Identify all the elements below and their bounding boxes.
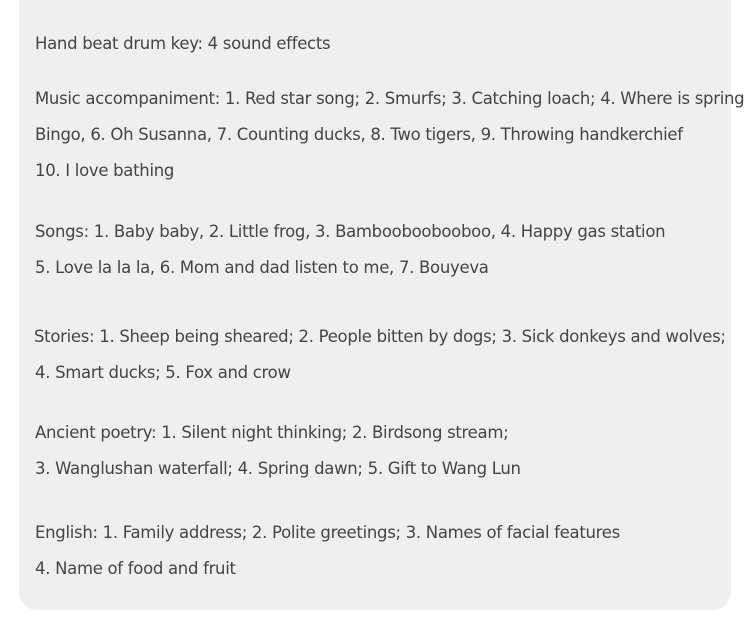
songs-line-2: 5. Love la la la, 6. Mom and dad listen to me, 7. Bouyeva (35, 258, 489, 277)
music-accompaniment-line-3: 10. I love bathing (35, 161, 175, 180)
drum-key-text: Hand beat drum key: 4 sound effects (35, 34, 331, 53)
ancient-poetry-line-2: 3. Wanglushan waterfall; 4. Spring dawn; 5. Gift to Wang Lun (35, 459, 521, 478)
ancient-poetry-line-1: Ancient poetry: 1. Silent night thinking; 2. Birdsong stream; (35, 423, 509, 442)
music-accompaniment-line-1: Music accompaniment: 1. Red star song; 2. Smurfs; 3. Catching loach; 4. Where is spring (35, 89, 745, 108)
english-line-1: English: 1. Family address; 2. Polite greetings; 3. Names of facial features (35, 523, 620, 542)
stories-line-1: Stories: 1. Sheep being sheared; 2. People bitten by dogs; 3. Sick donkeys and wolves; (34, 327, 726, 346)
songs-line-1: Songs: 1. Baby baby, 2. Little frog, 3. Bambooboobooboo, 4. Happy gas station (35, 222, 666, 241)
stories-line-2: 4. Smart ducks; 5. Fox and crow (35, 363, 291, 382)
music-accompaniment-line-2: Bingo, 6. Oh Susanna, 7. Counting ducks, 8. Two tigers, 9. Throwing handkerchief (35, 125, 683, 144)
english-line-2: 4. Name of food and fruit (35, 559, 236, 578)
